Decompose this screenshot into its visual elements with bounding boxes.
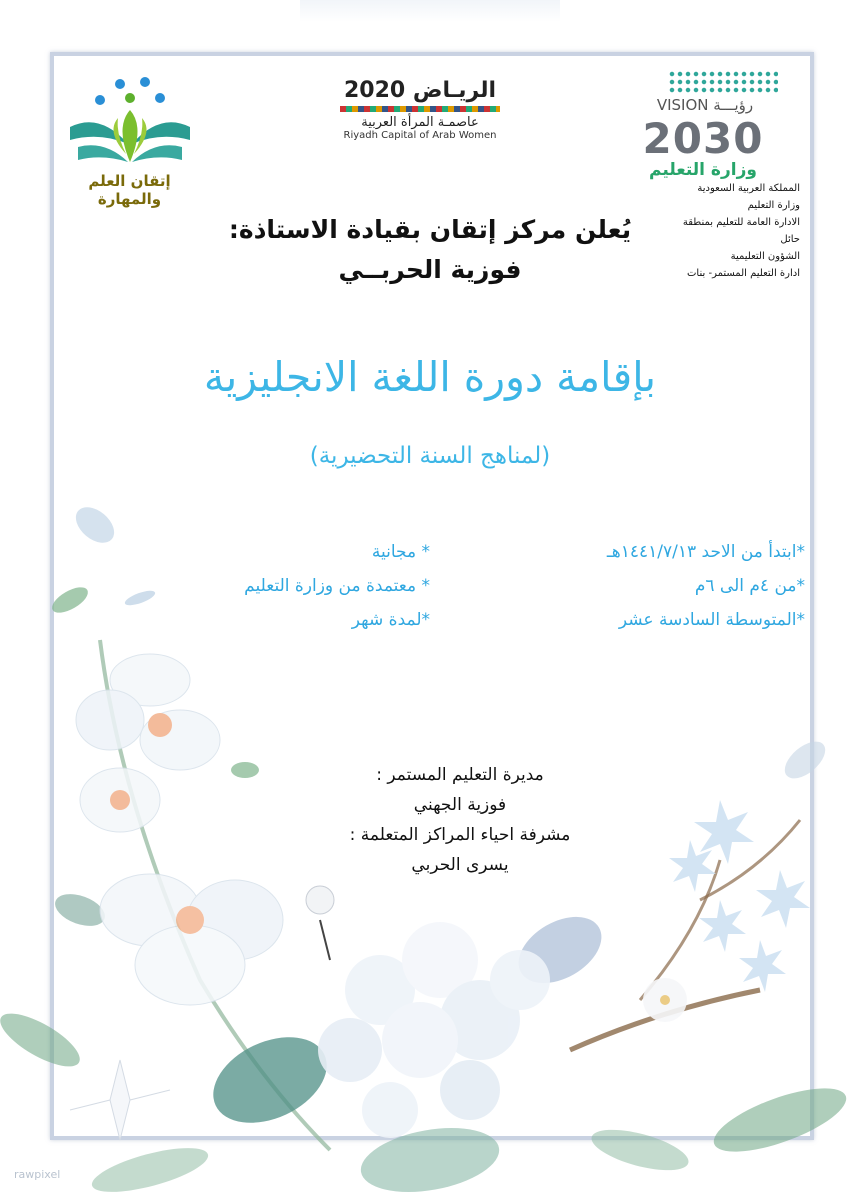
announcement bbox=[205, 210, 655, 290]
course-subtitle: (لمناهج السنة التحضيرية) bbox=[309, 443, 551, 469]
course-details-left bbox=[170, 535, 430, 637]
ministry-line: حائل bbox=[780, 234, 800, 245]
announcement-line-1: يُعلن مركز إتقان بقيادة الاستاذة: bbox=[228, 215, 632, 244]
detail-item: *المتوسطة السادسة عشر bbox=[618, 610, 805, 630]
ministry-line: الشؤون التعليمية bbox=[730, 251, 800, 262]
riyadh-2020-logo bbox=[330, 78, 510, 141]
riyadh-logo-title: الريـاض 2020 bbox=[343, 78, 497, 103]
vision-year: 2030 bbox=[642, 114, 764, 163]
ministry-line: المملكة العربية السعودية bbox=[697, 183, 800, 194]
staff-line: مديرة التعليم المستمر : bbox=[376, 765, 544, 785]
ministry-line: وزارة التعليم bbox=[747, 200, 800, 211]
vision-label: VISION رؤيـــة bbox=[656, 96, 754, 114]
detail-item: *من ٤م الى ٦م bbox=[694, 576, 805, 596]
ministry-line: ادارة التعليم المستمر- بنات bbox=[687, 268, 800, 279]
staff-line: مشرفة احياء المراكز المتعلمة : bbox=[349, 825, 571, 845]
detail-item: *ابتدأ من الاحد ١٤٤١/٧/١٣هـ bbox=[606, 542, 805, 562]
staff-line: فوزية الجهني bbox=[413, 795, 507, 815]
staff-signatures bbox=[270, 760, 650, 880]
course-title: بإقامة دورة اللغة الانجليزية bbox=[203, 353, 657, 401]
ministry-line: الادارة العامة للتعليم بمنطقة bbox=[682, 217, 800, 228]
top-decoration bbox=[300, 0, 560, 22]
moe-dots-icon bbox=[668, 70, 778, 94]
detail-item: * معتمدة من وزارة التعليم bbox=[244, 576, 430, 596]
riyadh-logo-arabic: عاصمـة المرأة العربية bbox=[361, 115, 479, 130]
itqan-logo-text: إتقان العلم والمهارة bbox=[88, 172, 171, 208]
ministry-logo-text: وزارة التعليم bbox=[649, 160, 757, 180]
ministry-header bbox=[640, 180, 800, 282]
detail-item: *لمدة شهر bbox=[351, 610, 430, 630]
course-details-right bbox=[540, 535, 805, 637]
announcement-line-2: فوزية الحربــي bbox=[338, 255, 522, 284]
watermark: rawpixel bbox=[14, 1168, 61, 1181]
riyadh-logo-english: Riyadh Capital of Arab Women bbox=[343, 130, 497, 141]
detail-item: * مجانية bbox=[371, 542, 430, 562]
staff-line: يسرى الحربي bbox=[411, 855, 509, 875]
vision-2030-logo bbox=[628, 70, 778, 180]
riyadh-logo-band bbox=[340, 106, 500, 112]
